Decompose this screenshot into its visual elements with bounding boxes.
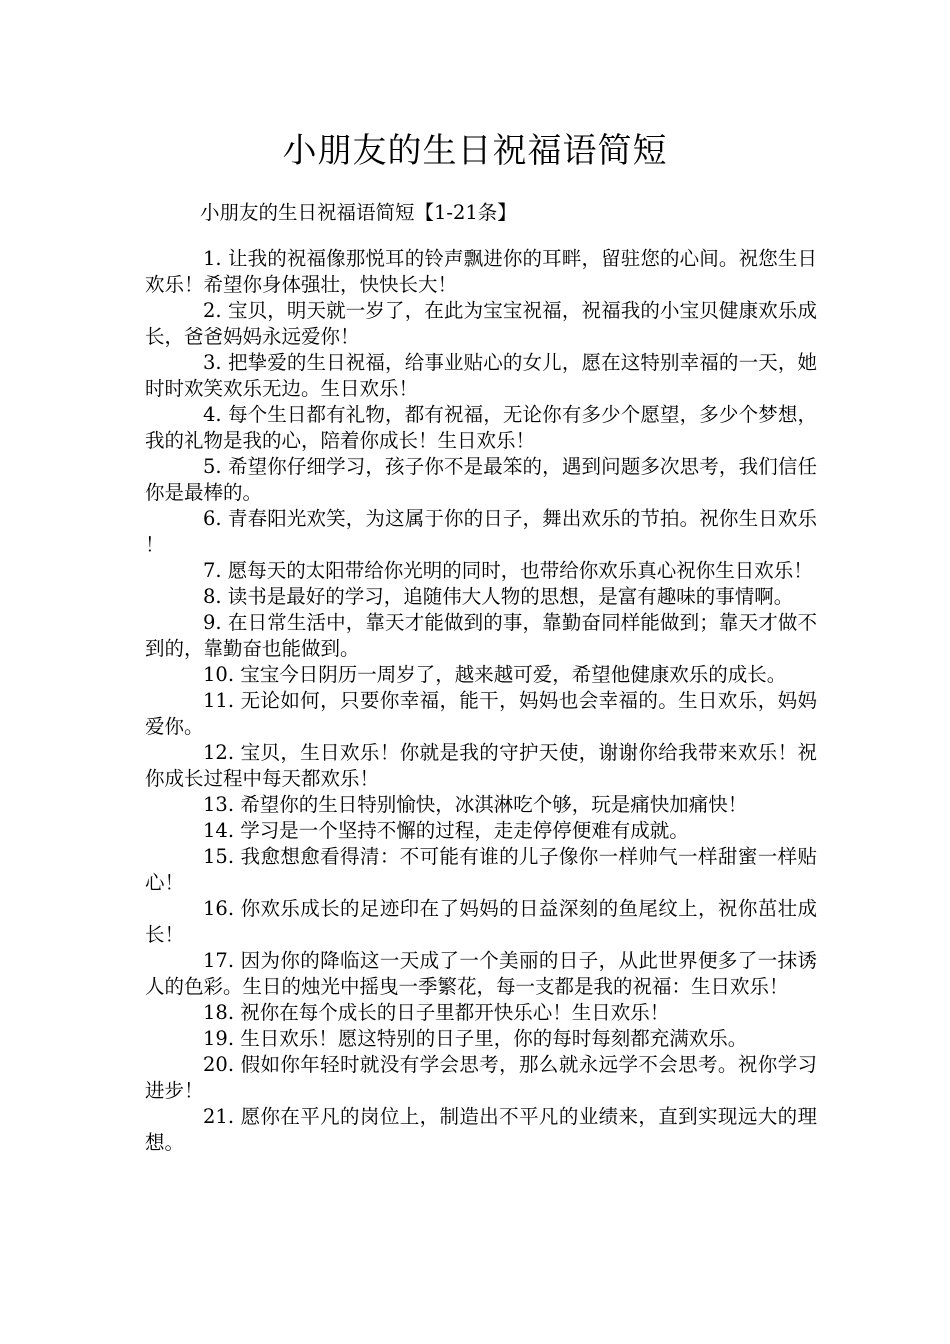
list-item: 19. 生日欢乐！愿这特别的日子里，你的每时每刻都充满欢乐。 [203,1027,748,1050]
list-item: 3. 把挚爱的生日祝福，给事业贴心的女儿，愿在这特别幸福的一天，她时时欢笑欢乐无边。生日欢乐！ [145,351,817,400]
wish-list [145,246,817,1156]
list-item: 13. 希望你的生日特别愉快，冰淇淋吃个够，玩是痛快加痛快！ [203,793,748,816]
list-item: 11. 无论如何，只要你幸福，能干，妈妈也会幸福的。生日欢乐，妈妈爱你。 [145,689,817,738]
document-subtitle: 小朋友的生日祝福语简短【1-21条】 [200,201,517,224]
list-item: 15. 我愈想愈看得清：不可能有谁的儿子像你一样帅气一样甜蜜一样贴心！ [145,845,817,894]
list-item: 10. 宝宝今日阴历一周岁了，越来越可爱，希望他健康欢乐的成长。 [203,663,787,686]
list-item: 12. 宝贝，生日欢乐！你就是我的守护天使，谢谢你给我带来欢乐！祝你成长过程中每天都欢乐！ [145,741,817,790]
list-item: 20. 假如你年轻时就没有学会思考，那么就永远学不会思考。祝你学习进步！ [145,1053,817,1102]
list-item: 14. 学习是一个坚持不懈的过程，走走停停便难有成就。 [203,819,689,842]
list-item: 6. 青春阳光欢笑，为这属于你的日子，舞出欢乐的节拍。祝你生日欢乐！ [145,507,817,556]
list-item: 18. 祝你在每个成长的日子里都开快乐心！生日欢乐！ [203,1001,670,1024]
list-item: 1. 让我的祝福像那悦耳的铃声飘进你的耳畔，留驻您的心间。祝您生日欢乐！希望你身体强壮，快快长大！ [145,247,817,296]
list-item: 5. 希望你仔细学习，孩子你不是最笨的，遇到问题多次思考，我们信任你是最棒的。 [145,455,817,504]
list-item: 8. 读书是最好的学习，追随伟大人物的思想，是富有趣味的事情啊。 [203,585,794,608]
list-item: 7. 愿每天的太阳带给你光明的同时，也带给你欢乐真心祝你生日欢乐！ [203,559,813,582]
list-item: 21. 愿你在平凡的岗位上，制造出不平凡的业绩来，直到实现远大的理想。 [145,1105,817,1154]
list-item: 9. 在日常生活中，靠天才能做到的事，靠勤奋同样能做到；靠天才做不到的，靠勤奋也能做到。 [145,611,817,660]
document-title: 小朋友的生日祝福语简短 [282,131,668,171]
list-item: 4. 每个生日都有礼物，都有祝福，无论你有多少个愿望，多少个梦想，我的礼物是我的心，陪着你成长！生日欢乐！ [145,403,817,452]
list-item: 17. 因为你的降临这一天成了一个美丽的日子，从此世界便多了一抹诱人的色彩。生日的烛光中摇曳一季繁花，每一支都是我的祝福：生日欢乐！ [145,949,817,998]
list-item: 16. 你欢乐成长的足迹印在了妈妈的日益深刻的鱼尾纹上，祝你茁壮成长！ [145,897,817,946]
list-item: 2. 宝贝，明天就一岁了，在此为宝宝祝福，祝福我的小宝贝健康欢乐成长，爸爸妈妈永远爱你！ [145,299,817,348]
